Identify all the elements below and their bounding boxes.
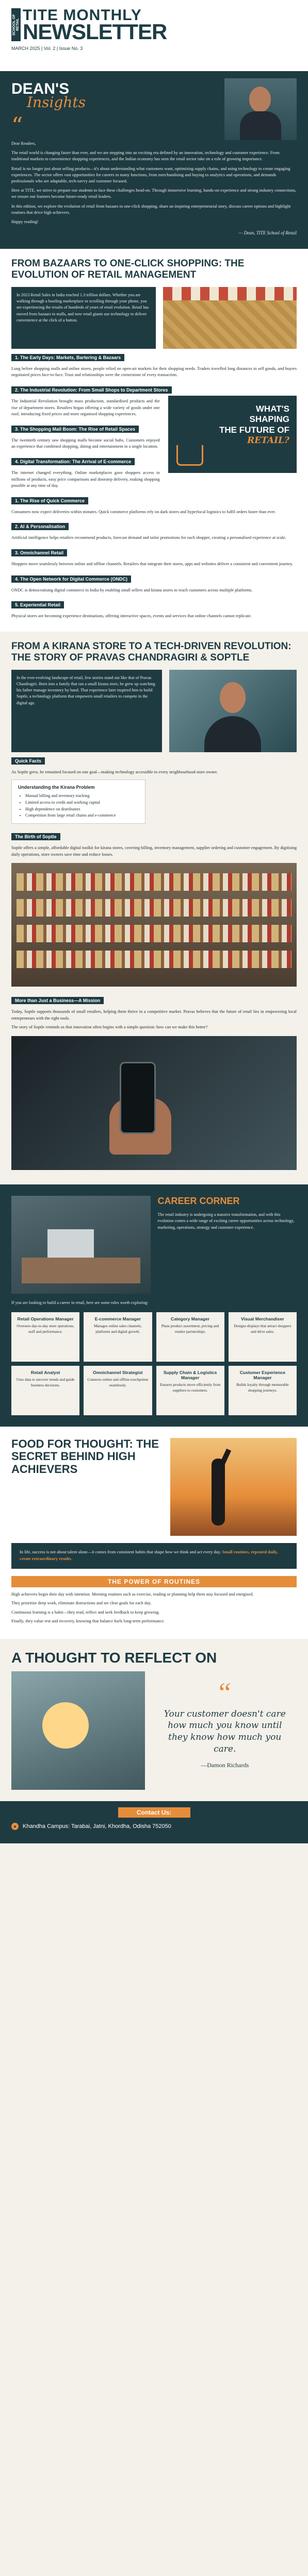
career-intro: If you are looking to build a career in retail, here are some roles worth exploring: xyxy=(11,1300,149,1305)
dean-paragraph: In this edition, we explore the evolution of retail from bazaars to one-click shopping, share an inspiring entrepreneurial story, discuss career options and highlight routines that drive high achievers. xyxy=(11,204,291,215)
newsletter-logo xyxy=(11,8,297,42)
career-role-card xyxy=(156,1366,224,1415)
role-desc: Oversees day-to-day store operations, staff and performance. xyxy=(17,1324,74,1334)
role-desc: Uses data to uncover trends and guide business decisions. xyxy=(16,1377,75,1387)
deans-insights-section xyxy=(0,71,308,249)
role-desc: Ensures products move efficiently from suppliers to customers. xyxy=(159,1382,221,1393)
deans-subtitle: Insights xyxy=(27,94,86,111)
food-quote-box xyxy=(11,1543,297,1568)
kirana-text: The story of Soptle reminds us that innovation often begins with a simple question: how can we make this better? xyxy=(11,1025,208,1030)
future-text: Artificial intelligence helps retailers recommend products, forecast demand and tailor promotions for each shopper, creating a personalised experience at scale. xyxy=(11,535,286,540)
food-text: They prioritise deep work, eliminate distractions and set clear goals for each day. xyxy=(11,1601,152,1606)
kirana-text: As Soptle grew, he remained focused on one goal—making technology accessible to every neighbourhood store owner. xyxy=(11,769,218,774)
thought-quote: Your customer doesn't care how much you know until they know how much you care. xyxy=(164,1708,286,1755)
role-name: Omnichannel Strategist xyxy=(93,1370,143,1376)
future-retail-callout xyxy=(168,396,297,473)
role-desc: Designs displays that attract shoppers and drive sales. xyxy=(234,1324,291,1334)
dean-paragraph: Retail is no longer just about selling products—it's about understanding what customers want, optimizing supply chains, and using technology to create engaging experiences. The sector offers vast opportunities for careers in many functions, from merchandising and buying to analytics and operations, and demands professionals who are adaptable, tech-savvy and customer focused. xyxy=(11,166,290,183)
thought-author: —Damon Richards xyxy=(201,1761,249,1769)
career-role-card xyxy=(229,1366,297,1415)
quote-mark-icon: “ xyxy=(11,113,23,139)
role-desc: Manages online sales channels, platforms and digital growth. xyxy=(93,1324,142,1334)
future-text: ONDC is democratising digital commerce in India by enabling small sellers and kirana stores to reach customers across multiple platforms. xyxy=(11,587,253,592)
career-roles-grid xyxy=(11,1312,297,1415)
list-item: • Limited access to credit and working capital xyxy=(25,800,139,806)
dean-paragraph: Happy reading! xyxy=(11,219,39,224)
routines-banner: THE POWER OF ROUTINES xyxy=(11,1576,297,1587)
bazaars-text: The internet changed everything. Online marketplaces gave shoppers access to millions of products, easy price comparisons and doorstep delivery, making shopping possible at any time of day. xyxy=(11,470,160,488)
list-item: • Manual billing and inventory tracking xyxy=(25,793,139,800)
career-role-card xyxy=(84,1312,152,1362)
bazaars-subhead: 2. The Industrial Revolution: From Small Shops to Department Stores xyxy=(11,386,172,394)
role-name: Customer Experience Manager xyxy=(239,1370,286,1381)
kirana-story-section xyxy=(0,632,308,1184)
quote-mark-icon: “ xyxy=(218,1677,231,1708)
shopping-cart-icon xyxy=(176,445,203,466)
role-name: Retail Operations Manager xyxy=(17,1316,74,1322)
future-text: Consumers now expect deliveries within minutes. Quick commerce platforms rely on dark stores and hyperlocal logistics to fulfil orders faster than ever. xyxy=(11,509,276,514)
kirana-intro: In the ever-evolving landscape of retail, few stories stand out like that of Pravas Chandragiri. Born into a family that ran a small kirana store, he grew up watching his father manage inventory by hand. That experience later inspired him to build Soptle, a technology platform that empowers small retailers to compete in the digital age. xyxy=(11,670,162,752)
callout-line: THE FUTURE OF xyxy=(219,425,289,435)
career-role-card xyxy=(84,1366,152,1415)
role-name: Supply Chain & Logistics Manager xyxy=(163,1370,217,1381)
career-role-card xyxy=(156,1312,224,1362)
career-title: CAREER CORNER xyxy=(157,1195,240,1206)
deans-title: DEAN'S xyxy=(11,80,70,97)
logo-side-label: SCHOOL OF RETAIL xyxy=(11,8,21,41)
bazaars-section xyxy=(0,249,308,632)
kirana-title: FROM A KIRANA STORE TO A TECH-DRIVEN REVOLUTION: THE STORY OF PRAVAS CHANDRAGIRI & SOPTLE xyxy=(11,640,291,663)
bazaars-text: The Industrial Revolution brought mass production, standardised products and the rise of department stores. Retailers began offering a wide variety of goods under one roof, introducing fixed prices and more organised shopping experiences. xyxy=(11,398,160,417)
thought-title: A THOUGHT TO REFLECT ON xyxy=(11,1649,217,1666)
kirana-problem-box xyxy=(11,779,145,824)
mobile-shopping-photo xyxy=(11,1036,297,1170)
food-quote: In life, success is not about talent alone—it comes from consistent habits that shape how we think and act every day. xyxy=(20,1550,221,1555)
bazaars-text: The twentieth century saw shopping malls become social hubs. Customers enjoyed an experience that combined shopping, dining and entertainment in a single location. xyxy=(11,437,160,449)
dean-signature: — Dean, TITE School of Retail xyxy=(238,230,297,236)
career-role-card xyxy=(11,1366,79,1415)
contact-title: Contact Us: xyxy=(118,1807,190,1818)
bazaars-subhead: 1. The Early Days: Markets, Bartering & Bazaars xyxy=(11,354,124,361)
dean-greeting: Dear Readers, xyxy=(11,141,36,146)
future-text: Shoppers move seamlessly between online and offline channels. Retailers that integrate their stores, apps and websites deliver a consistent and convenient journey. xyxy=(11,562,293,567)
career-lead: The retail industry is undergoing a massive transformation, and with this evolution comes a wide range of exciting career opportunities across technology, marketing, operations, strategy and customer experience. xyxy=(157,1212,295,1230)
bazaar-photo xyxy=(163,287,297,349)
role-name: E-commerce Manager xyxy=(94,1316,141,1322)
future-subhead: 2. AI & Personalisation xyxy=(11,523,69,530)
reflection-photo xyxy=(11,1671,145,1790)
list-item: • Competition from large retail chains and e-commerce xyxy=(25,812,139,819)
dean-portrait xyxy=(224,78,297,140)
kirana-text: Today, Soptle supports thousands of small retailers, helping them thrive in a competitive market. Pravas believes that the future of retail lies in empowering local entrepreneurs with the right tools. xyxy=(11,1009,297,1021)
future-subhead: 5. Experiential Retail xyxy=(11,601,64,608)
location-icon: ● xyxy=(11,1823,19,1830)
callout-line: SHAPING xyxy=(249,414,289,425)
food-text: Continuous learning is a habit—they read, reflect and seek feedback to keep growing. xyxy=(11,1609,160,1615)
role-desc: Builds loyalty through memorable shopping journeys. xyxy=(236,1382,289,1393)
list-item: • High dependence on distributors xyxy=(25,806,139,813)
food-for-thought-section xyxy=(0,1427,308,1639)
dean-paragraph: The retail world is changing faster than ever, and we are stepping into an exciting era defined by an innovation, technology and customer experience. From traditional markets to convenience shopping experiences, and the Indian economy has seen the retail sector take on a role of growing importance. xyxy=(11,150,280,162)
food-title: FOOD FOR THOUGHT: THE SECRET BEHIND HIGH ACHIEVERS xyxy=(11,1437,159,1476)
bazaars-subhead: 3. The Shopping Mall Boom: The Rise of Retail Spaces xyxy=(11,426,139,433)
callout-highlight: RETAIL? xyxy=(247,435,289,446)
thought-quote-block xyxy=(153,1671,297,1790)
callout-line: WHAT'S xyxy=(255,403,289,414)
food-quote-highlight: Small routines, repeated daily, create extraordinary results. xyxy=(20,1550,278,1561)
founder-portrait xyxy=(169,670,297,752)
bazaars-intro: In 2023 Retail Sales in India reached 1.3 trillion dollars. Whether you are walking through a bustling marketplace or scrolling through your phone, you are experiencing the results of hundreds of years of retail evolution. Retail has moved from bazaars to malls, and now retail giants use technology to deliver convenience at the click of a button. xyxy=(11,287,156,349)
role-name: Visual Merchandiser xyxy=(241,1316,284,1322)
kirana-store-photo xyxy=(11,863,297,987)
kirana-subhead: Quick Facts xyxy=(11,757,45,765)
future-text: Physical stores are becoming experience destinations, offering interactive spaces, events and services that online channels cannot replicate. xyxy=(11,614,252,619)
role-desc: Connects online and offline touchpoints seamlessly. xyxy=(87,1377,149,1387)
kirana-text: Soptle offers a simple, affordable digital toolkit for kirana stores, covering billing, inventory management, supplier ordering and customer engagement. By digitising daily operations, store owners save time and reduce losses. xyxy=(11,845,297,857)
issue-info: MARCH 2025 | Vol. 2 | Issue No. 3 xyxy=(11,45,83,51)
future-subhead: 1. The Rise of Quick Commerce xyxy=(11,497,88,504)
role-name: Retail Analyst xyxy=(30,1370,60,1376)
role-desc: Plans product assortment, pricing and vendor partnerships. xyxy=(161,1324,219,1334)
future-subhead: 3. Omnichannel Retail xyxy=(11,549,67,556)
bazaars-title: FROM BAZAARS TO ONE-CLICK SHOPPING: THE EVOLUTION OF RETAIL MANAGEMENT xyxy=(11,258,245,280)
masthead xyxy=(0,0,308,71)
food-text: Finally, they value rest and recovery, knowing that balance fuels long-term performance. xyxy=(11,1619,165,1624)
bazaars-subhead: 4. Digital Transformation: The Arrival of E-commerce xyxy=(11,458,135,465)
achiever-silhouette-photo xyxy=(170,1438,297,1536)
kirana-problem-heading: Understanding the Kirana Problem xyxy=(18,785,95,790)
food-text: High achievers begin their day with intention. Morning routines such as exercise, reading or planning help them stay focused and energised. xyxy=(11,1591,254,1597)
career-role-card xyxy=(11,1312,79,1362)
kirana-subhead: The Birth of Soptle xyxy=(11,833,60,840)
contact-address: Khandha Campus: Tarabai, Jatni, Khordha, Odisha 752050 xyxy=(23,1823,171,1830)
future-subhead: 4. The Open Network for Digital Commerce (ONDC) xyxy=(11,575,131,583)
career-role-card xyxy=(229,1312,297,1362)
dean-paragraph: Here at TITE, we strive to prepare our students to face these challenges head-on. Through immersive learning, hands-on experience and strong industry connections, we ensure our learners become future-ready retail leaders. xyxy=(11,188,297,199)
bazaars-text: Long before shopping malls and online stores, people relied on open-air markets for their shopping needs. Traders travelled long distances to sell goods, and buyers negotiated prices face-to-face. Trust and relationships were the cornerstone of every transaction. xyxy=(11,366,297,378)
thought-section xyxy=(0,1639,308,1801)
career-corner-section xyxy=(0,1184,308,1427)
contact-section xyxy=(0,1801,308,1843)
logo-bottom-text: NEWSLETTER xyxy=(23,20,167,44)
contact-address-row xyxy=(11,1823,297,1830)
logo-top-text: TITE MONTHLY xyxy=(23,7,142,24)
career-photo xyxy=(11,1196,151,1294)
kirana-subhead: More than Just a Business—A Mission xyxy=(11,997,104,1004)
role-name: Category Manager xyxy=(171,1316,210,1322)
